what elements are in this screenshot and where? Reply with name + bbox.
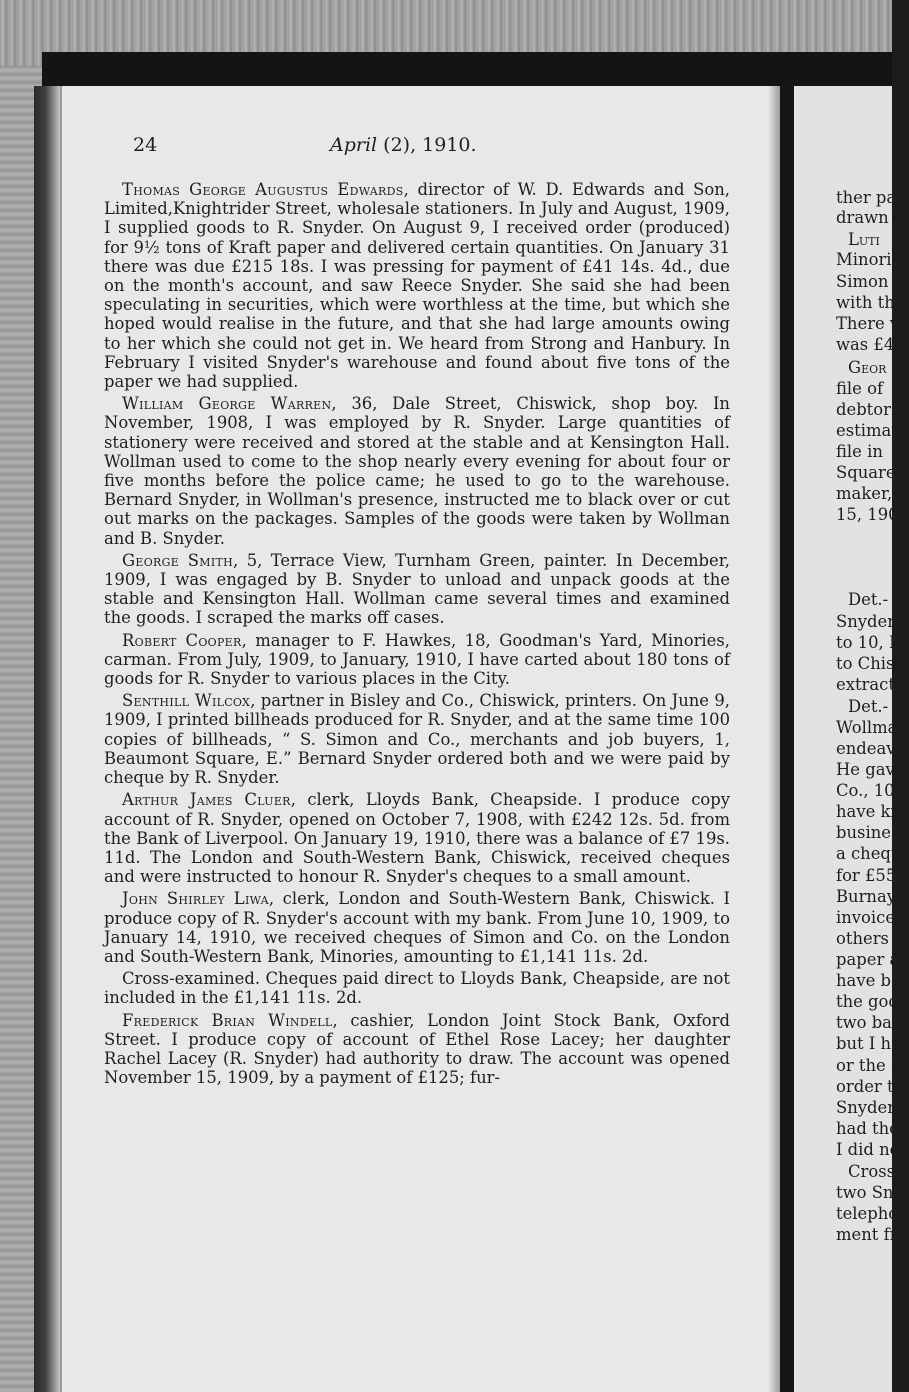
adjacent-page-line: Wollma [836, 718, 898, 737]
adjacent-page-line: or the a [836, 1056, 901, 1075]
adjacent-page-line: Square [836, 463, 896, 482]
running-head [330, 133, 477, 157]
adjacent-page-line: Minori [836, 250, 892, 269]
testimony-text: , partner in Bisley and Co., Chiswick, printers. On June 9, 1909, I printed billheads produced for R. Snyder, and at the same time 100 copies of billheads, “ S. Simon and Co., merchants and job buyers, 1, Beaumont Square, E.” Bernard Snyder ordered both and we were paid by cheque by R. Snyder. [104, 691, 731, 788]
testimony-paragraph [104, 790, 730, 886]
adjacent-page-line: for £55 [836, 866, 897, 885]
witness-name: George Smith [122, 550, 234, 570]
book-gutter [780, 86, 794, 1392]
testimony-text: , manager to F. Hawkes, 18, Goodman's Yard, Minories, carman. From July, 1909, to January, 1910, I have carted about 180 tons of goods for R. Snyder to various places in the City. [104, 630, 730, 689]
adjacent-page-line: maker, [836, 484, 893, 503]
adjacent-page-line: order to [836, 1077, 904, 1096]
adjacent-page-line: two bal [836, 1013, 898, 1032]
adjacent-page-line: others I [836, 929, 901, 948]
testimony-text: , cashier, London Joint Stock Bank, Oxford Street. I produce copy of account of Ethel Rose Lacey; her daughter Rachel Lacey (R. Snyder) had authority to draw. The account was opened November 15, 1909, by a payment of £125; fur- [104, 1010, 730, 1088]
testimony-paragraph [104, 551, 730, 628]
adjacent-page-line: extract [836, 675, 895, 694]
adjacent-page-line: Det.- [848, 590, 889, 609]
testimony-paragraph [104, 180, 730, 391]
adjacent-page-line: Geor [848, 358, 887, 377]
page-curve-shadow [768, 86, 780, 1392]
adjacent-page-line: with th [836, 293, 895, 312]
page-body-text [104, 180, 730, 1087]
testimony-text: , clerk, London and South-Western Bank, Chiswick. I produce copy of R. Snyder's account with my bank. From June 10, 1909, to January 14, 1910, we received cheques of Simon and Co. on the London and South-Western Bank, Minories, amounting to £1,141 11s. 2d. [104, 889, 730, 966]
book-left-edge [34, 86, 62, 1392]
adjacent-page-line: Det.- [848, 697, 889, 716]
testimony-paragraph [104, 1011, 730, 1088]
adjacent-page-line: Luti [848, 230, 880, 249]
adjacent-page-line: to Chis [836, 654, 895, 673]
running-head-month: April [330, 134, 378, 156]
testimony-text: , 5, Terrace View, Turnham Green, painter. In December, 1909, I was engaged by B. Snyder to unload and unpack goods at the stable and Kensington Hall. Wollman came several times and examined the goods. I scraped the marks off cases. [104, 550, 730, 628]
witness-name: Arthur James Cluer [122, 790, 291, 810]
adjacent-page-line: Snyder [836, 1098, 896, 1117]
adjacent-page-line: business [836, 823, 908, 842]
adjacent-page-line: He gav [836, 760, 895, 779]
adjacent-page-line: Simon [836, 272, 889, 291]
witness-name: John Shirley Liwa [122, 889, 269, 909]
adjacent-page-line: Snyder [836, 612, 896, 631]
adjacent-page-line: the good [836, 992, 909, 1011]
witness-name: Robert Cooper [122, 630, 242, 650]
adjacent-page-line: ment fro [836, 1225, 908, 1244]
adjacent-page-line: have kr [836, 802, 899, 821]
adjacent-page-line: to 10, I [836, 633, 896, 652]
adjacent-page-line: 15, 190 [836, 505, 899, 524]
testimony-text: , clerk, Lloyds Bank, Cheapside. I produce copy account of R. Snyder, opened on October 7, 1908, with £242 12s. 5d. from the Bank of Liverpool. On January 19, 1910, there was a balance of £7 19s. 11d. The London and South-Western Bank, Chiswick, received cheques and were instructed to honour R. Snyder's cheques to a small amount. [104, 790, 730, 887]
adjacent-page-line: was £4 [836, 335, 895, 354]
cross-examination-paragraph [104, 969, 730, 1007]
adjacent-page-line: file in [836, 442, 883, 461]
testimony-paragraph [104, 691, 730, 787]
witness-name: William George Warren [122, 394, 332, 414]
testimony-text: , 36, Dale Street, Chiswick, shop boy. In November, 1908, I was employed by R. Snyder. Large quantities of stationery were received and stored at the stable and at Kensington Hall. Wollman used to come to the shop nearly every evening for about four or five months before the police came; he used to go to the warehouse. Bernard Snyder, in Wollman's presence, instructed me to black over or cut out marks on the packages. Samples of the goods were taken by Wollman and B. Snyder. [104, 394, 730, 548]
adjacent-page-line: invoices [836, 908, 904, 927]
adjacent-page-line: but I ha [836, 1034, 901, 1053]
adjacent-page-line: have be [836, 971, 901, 990]
adjacent-page-line: I did no [836, 1140, 900, 1159]
adjacent-page-line: ther pa [836, 188, 897, 207]
witness-name: Thomas George Augustus Edwards [122, 180, 404, 199]
adjacent-page-line: had the [836, 1119, 899, 1138]
witness-name: Frederick Brian Windell [122, 1010, 333, 1030]
book-top-shadow [42, 52, 892, 86]
testimony-paragraph [104, 394, 730, 548]
adjacent-page-line: file of [836, 379, 884, 398]
adjacent-page-line: two Sny [836, 1183, 903, 1202]
adjacent-page-line: telephon [836, 1204, 909, 1223]
adjacent-page-line: estimat [836, 421, 898, 440]
adjacent-page-line: a chequ [836, 844, 902, 863]
adjacent-page-line: There v [836, 314, 900, 333]
adjacent-page-line: Cross- [848, 1162, 901, 1181]
testimony-text: Cross-examined. Cheques paid direct to Lloyds Bank, Cheapside, are not included in the £1,141 11s. 2d. [104, 969, 730, 1008]
adjacent-page-line: Burnay [836, 887, 897, 906]
adjacent-page-line: endeav [836, 739, 896, 758]
testimony-text: , director of W. D. Edwards and Son, Limited,Knightrider Street, wholesale stationers. In July and August, 1909, I supplied goods to R. Snyder. On August 9, I received order (produced) for 9½ tons of Kraft paper and delivered certain quantities. On January 31 there was due £215 18s. I was pressing for payment of £41 14s. 4d., due on the month's account, and saw Reece Snyder. She said she had been speculating in securities, which were worthless at the time, but which she hoped would realise in the future, and that she had large amounts owing to her which she could not get in. We heard from Strong and Hanbury. In February I visited Snyder's warehouse and found about five tons of the paper we had supplied. [104, 180, 730, 392]
adjacent-page-line: drawn [836, 208, 889, 227]
witness-name: Senthill Wilcox [122, 691, 251, 711]
testimony-paragraph [104, 631, 730, 689]
running-head-date: (2), 1910. [377, 134, 477, 156]
adjacent-page-line: debtor [836, 400, 891, 419]
adjacent-page-line: Co., 10, [836, 781, 900, 800]
page-number: 24 [133, 134, 158, 156]
testimony-paragraph [104, 889, 730, 966]
adjacent-page-line: paper ar [836, 950, 908, 969]
